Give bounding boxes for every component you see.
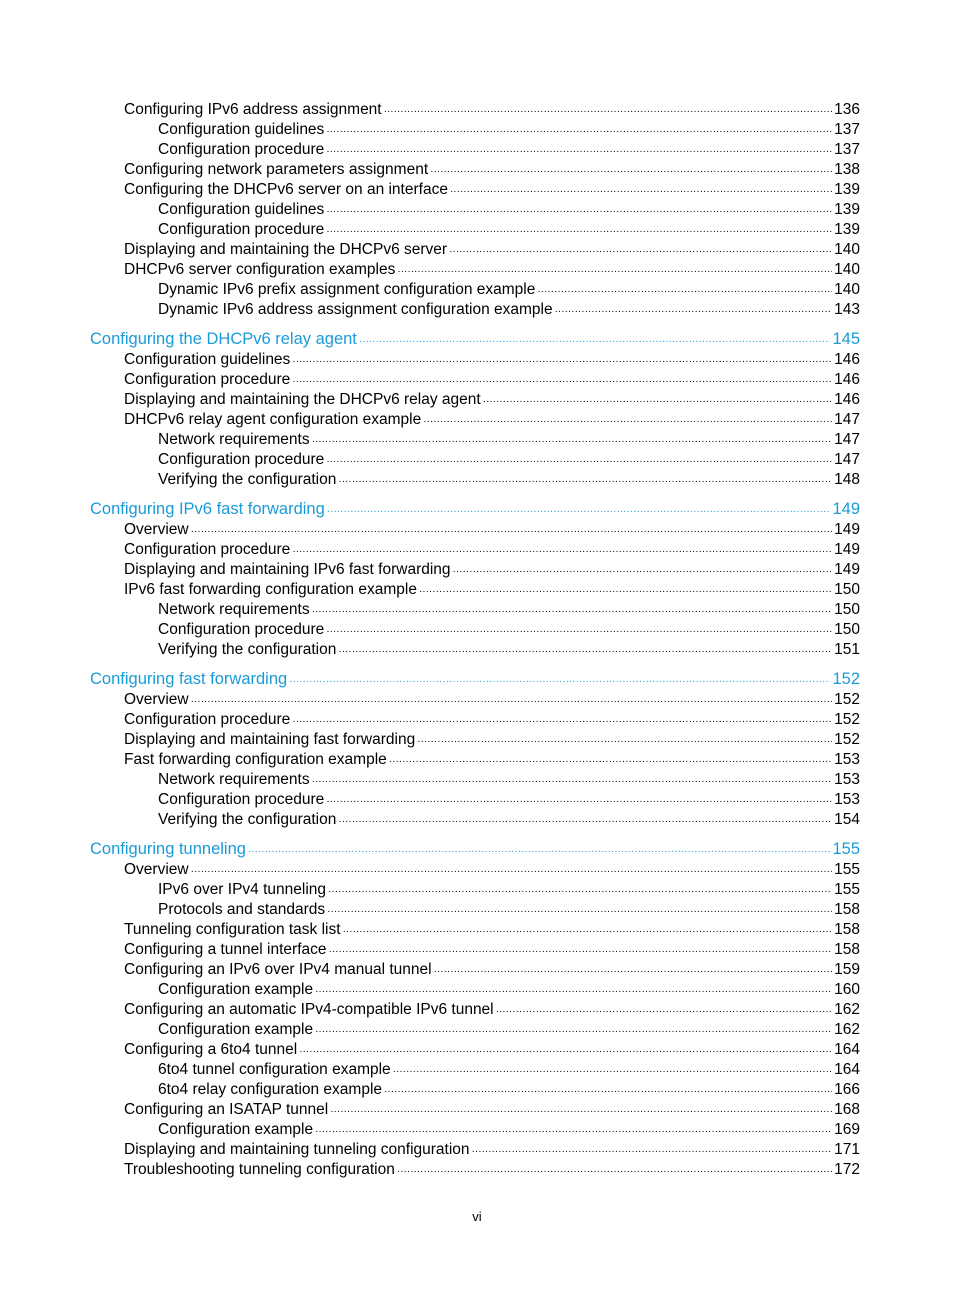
toc-entry-link[interactable] (90, 180, 860, 200)
dot-leader (292, 357, 832, 367)
toc-entry-link[interactable] (90, 410, 860, 430)
toc-entry-title: DHCPv6 relay agent configuration example (124, 411, 422, 428)
dot-leader (299, 1047, 832, 1057)
dot-leader (338, 647, 832, 657)
toc-chapter-link[interactable] (90, 838, 860, 860)
toc-entry-link[interactable] (90, 960, 860, 980)
toc-entry-link[interactable] (90, 450, 860, 470)
toc-entry-title: Configuring a 6to4 tunnel (124, 1041, 298, 1058)
toc-entry-title: Configuring fast forwarding (90, 670, 288, 688)
toc-page-number: 153 (834, 771, 860, 788)
toc-entry-title: Configuration procedure (124, 371, 291, 388)
dot-leader (191, 527, 833, 537)
dot-leader (338, 477, 832, 487)
toc-entry-link[interactable] (90, 1120, 860, 1140)
dot-leader (315, 1027, 832, 1037)
toc-entry-link[interactable] (90, 100, 860, 120)
dot-leader (343, 927, 833, 937)
toc-entry-title: Network requirements (158, 771, 310, 788)
toc-entry-link[interactable] (90, 560, 860, 580)
toc-page-number: 169 (834, 1121, 860, 1138)
toc-entry-link[interactable] (90, 580, 860, 600)
toc-page-number: 137 (834, 141, 860, 158)
dot-leader (483, 397, 832, 407)
toc-page-number: 140 (834, 241, 860, 258)
dot-leader (449, 247, 832, 257)
toc-page-number: 166 (834, 1081, 860, 1098)
toc-page-number: 152 (834, 731, 860, 748)
dot-leader (326, 627, 832, 637)
dot-leader (384, 1087, 832, 1097)
toc-page-number: 140 (834, 261, 860, 278)
dot-leader (330, 1107, 832, 1117)
toc-entry-link[interactable] (90, 540, 860, 560)
toc-entry-link[interactable] (90, 940, 860, 960)
dot-leader (326, 127, 832, 137)
toc-page-number: 155 (834, 881, 860, 898)
table-of-contents (90, 100, 860, 1180)
toc-entry-link[interactable] (90, 620, 860, 640)
toc-entry-title: Configuring network parameters assignment (124, 161, 429, 178)
toc-page-number: 153 (834, 791, 860, 808)
toc-entry-title: Configuring the DHCPv6 server on an interface (124, 181, 448, 198)
toc-entry-title: Configuration procedure (158, 621, 325, 638)
toc-page-number: 164 (834, 1061, 860, 1078)
toc-page-number: 152 (832, 670, 860, 688)
toc-entry-title: Configuration procedure (124, 541, 291, 558)
toc-entry-title: Overview (124, 521, 189, 538)
toc-page-number: 171 (834, 1141, 860, 1158)
toc-entry-title: Configuring tunneling (90, 840, 246, 858)
toc-entry-title: Tunneling configuration task list (124, 921, 341, 938)
toc-entry-title: Dynamic IPv6 prefix assignment configuration example (158, 281, 536, 298)
toc-chapter-link[interactable] (90, 668, 860, 690)
toc-entry-link[interactable] (90, 600, 860, 620)
toc-entry-title: Displaying and maintaining the DHCPv6 relay agent (124, 391, 481, 408)
toc-page-number: 150 (834, 621, 860, 638)
toc-entry-title: Configuring an ISATAP tunnel (124, 1101, 329, 1118)
toc-entry-link[interactable] (90, 120, 860, 140)
toc-entry-link[interactable] (90, 1000, 860, 1020)
toc-entry-link[interactable] (90, 430, 860, 450)
dot-leader (329, 947, 833, 957)
toc-entry-title: Overview (124, 861, 189, 878)
toc-entry-title: IPv6 fast forwarding configuration example (124, 581, 417, 598)
dot-leader (434, 967, 833, 977)
toc-page-number: 149 (832, 500, 860, 518)
dot-leader (312, 607, 833, 617)
dot-leader (393, 1067, 832, 1077)
dot-leader (289, 677, 830, 687)
toc-entry-title: Verifying the configuration (158, 811, 337, 828)
toc-page-number: 155 (834, 861, 860, 878)
toc-entry-link[interactable] (90, 1060, 860, 1080)
toc-entry-title: Configuration procedure (158, 221, 325, 238)
toc-page-number: 143 (834, 301, 860, 318)
toc-page-number: 145 (832, 330, 860, 348)
toc-entry-link[interactable] (90, 770, 860, 790)
toc-entry-title: Configuration procedure (124, 711, 291, 728)
toc-entry-link[interactable] (90, 880, 860, 900)
toc-page-number: 139 (834, 201, 860, 218)
dot-leader (326, 147, 832, 157)
dot-leader (419, 587, 832, 597)
toc-page-number: 152 (834, 691, 860, 708)
toc-entry-link[interactable] (90, 790, 860, 810)
dot-leader (430, 167, 832, 177)
toc-entry-link[interactable] (90, 900, 860, 920)
toc-page-number: 147 (834, 451, 860, 468)
dot-leader (315, 987, 832, 997)
toc-entry-title: Configuration example (158, 1021, 314, 1038)
toc-entry-link[interactable] (90, 710, 860, 730)
toc-entry-title: 6to4 relay configuration example (158, 1081, 383, 1098)
toc-entry-title: Fast forwarding configuration example (124, 751, 387, 768)
toc-page-number: 158 (834, 941, 860, 958)
toc-page-number: 154 (834, 811, 860, 828)
toc-page-number: 137 (834, 121, 860, 138)
toc-entry-title: Configuring a tunnel interface (124, 941, 327, 958)
toc-entry-title: Configuration example (158, 1121, 314, 1138)
toc-page-number: 139 (834, 181, 860, 198)
toc-entry-link[interactable] (90, 1020, 860, 1040)
toc-entry-title: Network requirements (158, 431, 310, 448)
toc-page-number: 139 (834, 221, 860, 238)
toc-entry-link[interactable] (90, 640, 860, 660)
dot-leader (326, 227, 832, 237)
toc-page-number: 150 (834, 581, 860, 598)
toc-entry-link[interactable] (90, 1160, 860, 1180)
toc-page-number: 164 (834, 1041, 860, 1058)
toc-page-number: 147 (834, 431, 860, 448)
dot-leader (292, 377, 832, 387)
toc-entry-title: Configuration procedure (158, 791, 325, 808)
toc-entry-link[interactable] (90, 1100, 860, 1120)
dot-leader (292, 717, 832, 727)
toc-entry-title: Configuration example (158, 981, 314, 998)
toc-chapter-link[interactable] (90, 498, 860, 520)
toc-page-number: 146 (834, 371, 860, 388)
toc-entry-link[interactable] (90, 350, 860, 370)
toc-chapter-link[interactable] (90, 328, 860, 350)
toc-page-number: 146 (834, 351, 860, 368)
dot-leader (384, 107, 833, 117)
dot-leader (537, 287, 832, 297)
toc-page-number: 153 (834, 751, 860, 768)
toc-entry-title: Configuration procedure (158, 451, 325, 468)
toc-entry-link[interactable] (90, 260, 860, 280)
toc-page-number: 162 (834, 1021, 860, 1038)
toc-entry-link[interactable] (90, 860, 860, 880)
toc-entry-title: Troubleshooting tunneling configuration (124, 1161, 395, 1178)
dot-leader (417, 737, 832, 747)
toc-entry-title: Configuration guidelines (158, 201, 325, 218)
toc-page-number: 158 (834, 901, 860, 918)
dot-leader (312, 777, 833, 787)
dot-leader (327, 507, 831, 517)
dot-leader (496, 1007, 833, 1017)
page-number: vi (472, 1209, 482, 1224)
toc-entry-title: Configuring an IPv6 over IPv4 manual tunnel (124, 961, 432, 978)
dot-leader (312, 437, 833, 447)
toc-entry-link[interactable] (90, 200, 860, 220)
dot-leader (326, 207, 832, 217)
toc-page-number: 146 (834, 391, 860, 408)
toc-entry-title: Protocols and standards (158, 901, 326, 918)
dot-leader (397, 1167, 832, 1177)
dot-leader (397, 267, 832, 277)
dot-leader (328, 887, 832, 897)
toc-entry-link[interactable] (90, 690, 860, 710)
toc-entry-link[interactable] (90, 810, 860, 830)
toc-page-number: 149 (834, 521, 860, 538)
toc-entry-link[interactable] (90, 140, 860, 160)
toc-page-number: 155 (832, 840, 860, 858)
toc-page-number: 149 (834, 561, 860, 578)
toc-entry-title: Overview (124, 691, 189, 708)
toc-entry-link[interactable] (90, 520, 860, 540)
toc-entry-title: Displaying and maintaining fast forwarding (124, 731, 416, 748)
toc-entry-link[interactable] (90, 1040, 860, 1060)
toc-entry-title: Network requirements (158, 601, 310, 618)
dot-leader (327, 907, 832, 917)
toc-page-number: 148 (834, 471, 860, 488)
toc-entry-title: Configuration procedure (158, 141, 325, 158)
dot-leader (472, 1147, 833, 1157)
dot-leader (450, 187, 832, 197)
toc-entry-link[interactable] (90, 750, 860, 770)
dot-leader (315, 1127, 832, 1137)
toc-page-number: 140 (834, 281, 860, 298)
toc-entry-title: Configuration guidelines (124, 351, 291, 368)
toc-entry-title: Configuring the DHCPv6 relay agent (90, 330, 357, 348)
toc-page-number: 160 (834, 981, 860, 998)
toc-entry-link[interactable] (90, 240, 860, 260)
toc-entry-title: Configuration guidelines (158, 121, 325, 138)
toc-entry-link[interactable] (90, 1080, 860, 1100)
toc-entry-title: Configuring an automatic IPv4-compatible IPv6 tunnel (124, 1001, 494, 1018)
toc-page-number: 158 (834, 921, 860, 938)
toc-entry-title: Displaying and maintaining IPv6 fast forwarding (124, 561, 451, 578)
dot-leader (359, 337, 831, 347)
toc-entry-link[interactable] (90, 920, 860, 940)
toc-page-number: 172 (834, 1161, 860, 1178)
dot-leader (326, 797, 832, 807)
toc-entry-link[interactable] (90, 470, 860, 490)
toc-entry-title: Displaying and maintaining tunneling configuration (124, 1141, 470, 1158)
toc-entry-title: 6to4 tunnel configuration example (158, 1061, 391, 1078)
toc-page-number: 149 (834, 541, 860, 558)
dot-leader (292, 547, 832, 557)
toc-entry-link[interactable] (90, 300, 860, 320)
toc-entry-title: DHCPv6 server configuration examples (124, 261, 396, 278)
toc-entry-title: IPv6 over IPv4 tunneling (158, 881, 327, 898)
toc-entry-link[interactable] (90, 160, 860, 180)
dot-leader (453, 567, 833, 577)
toc-entry-link[interactable] (90, 370, 860, 390)
toc-entry-title: Verifying the configuration (158, 471, 337, 488)
toc-entry-title: Configuring IPv6 fast forwarding (90, 500, 325, 518)
toc-page-number: 138 (834, 161, 860, 178)
toc-entry-link[interactable] (90, 280, 860, 300)
toc-page-number: 136 (834, 101, 860, 118)
toc-entry-link[interactable] (90, 220, 860, 240)
toc-page-number: 147 (834, 411, 860, 428)
toc-entry-title: Configuring IPv6 address assignment (124, 101, 382, 118)
dot-leader (423, 417, 832, 427)
toc-entry-title: Dynamic IPv6 address assignment configuration example (158, 301, 553, 318)
dot-leader (191, 697, 833, 707)
toc-page-number: 168 (834, 1101, 860, 1118)
toc-entry-link[interactable] (90, 1140, 860, 1160)
dot-leader (555, 307, 833, 317)
dot-leader (191, 867, 833, 877)
toc-page-number: 159 (834, 961, 860, 978)
toc-entry-link[interactable] (90, 390, 860, 410)
toc-entry-link[interactable] (90, 980, 860, 1000)
toc-entry-title: Verifying the configuration (158, 641, 337, 658)
dot-leader (248, 847, 831, 857)
toc-page-number: 152 (834, 711, 860, 728)
dot-leader (326, 457, 832, 467)
toc-page-number: 151 (834, 641, 860, 658)
toc-entry-title: Displaying and maintaining the DHCPv6 server (124, 241, 448, 258)
dot-leader (338, 817, 832, 827)
dot-leader (389, 757, 832, 767)
toc-page-number: 162 (834, 1001, 860, 1018)
toc-page-number: 150 (834, 601, 860, 618)
toc-entry-link[interactable] (90, 730, 860, 750)
